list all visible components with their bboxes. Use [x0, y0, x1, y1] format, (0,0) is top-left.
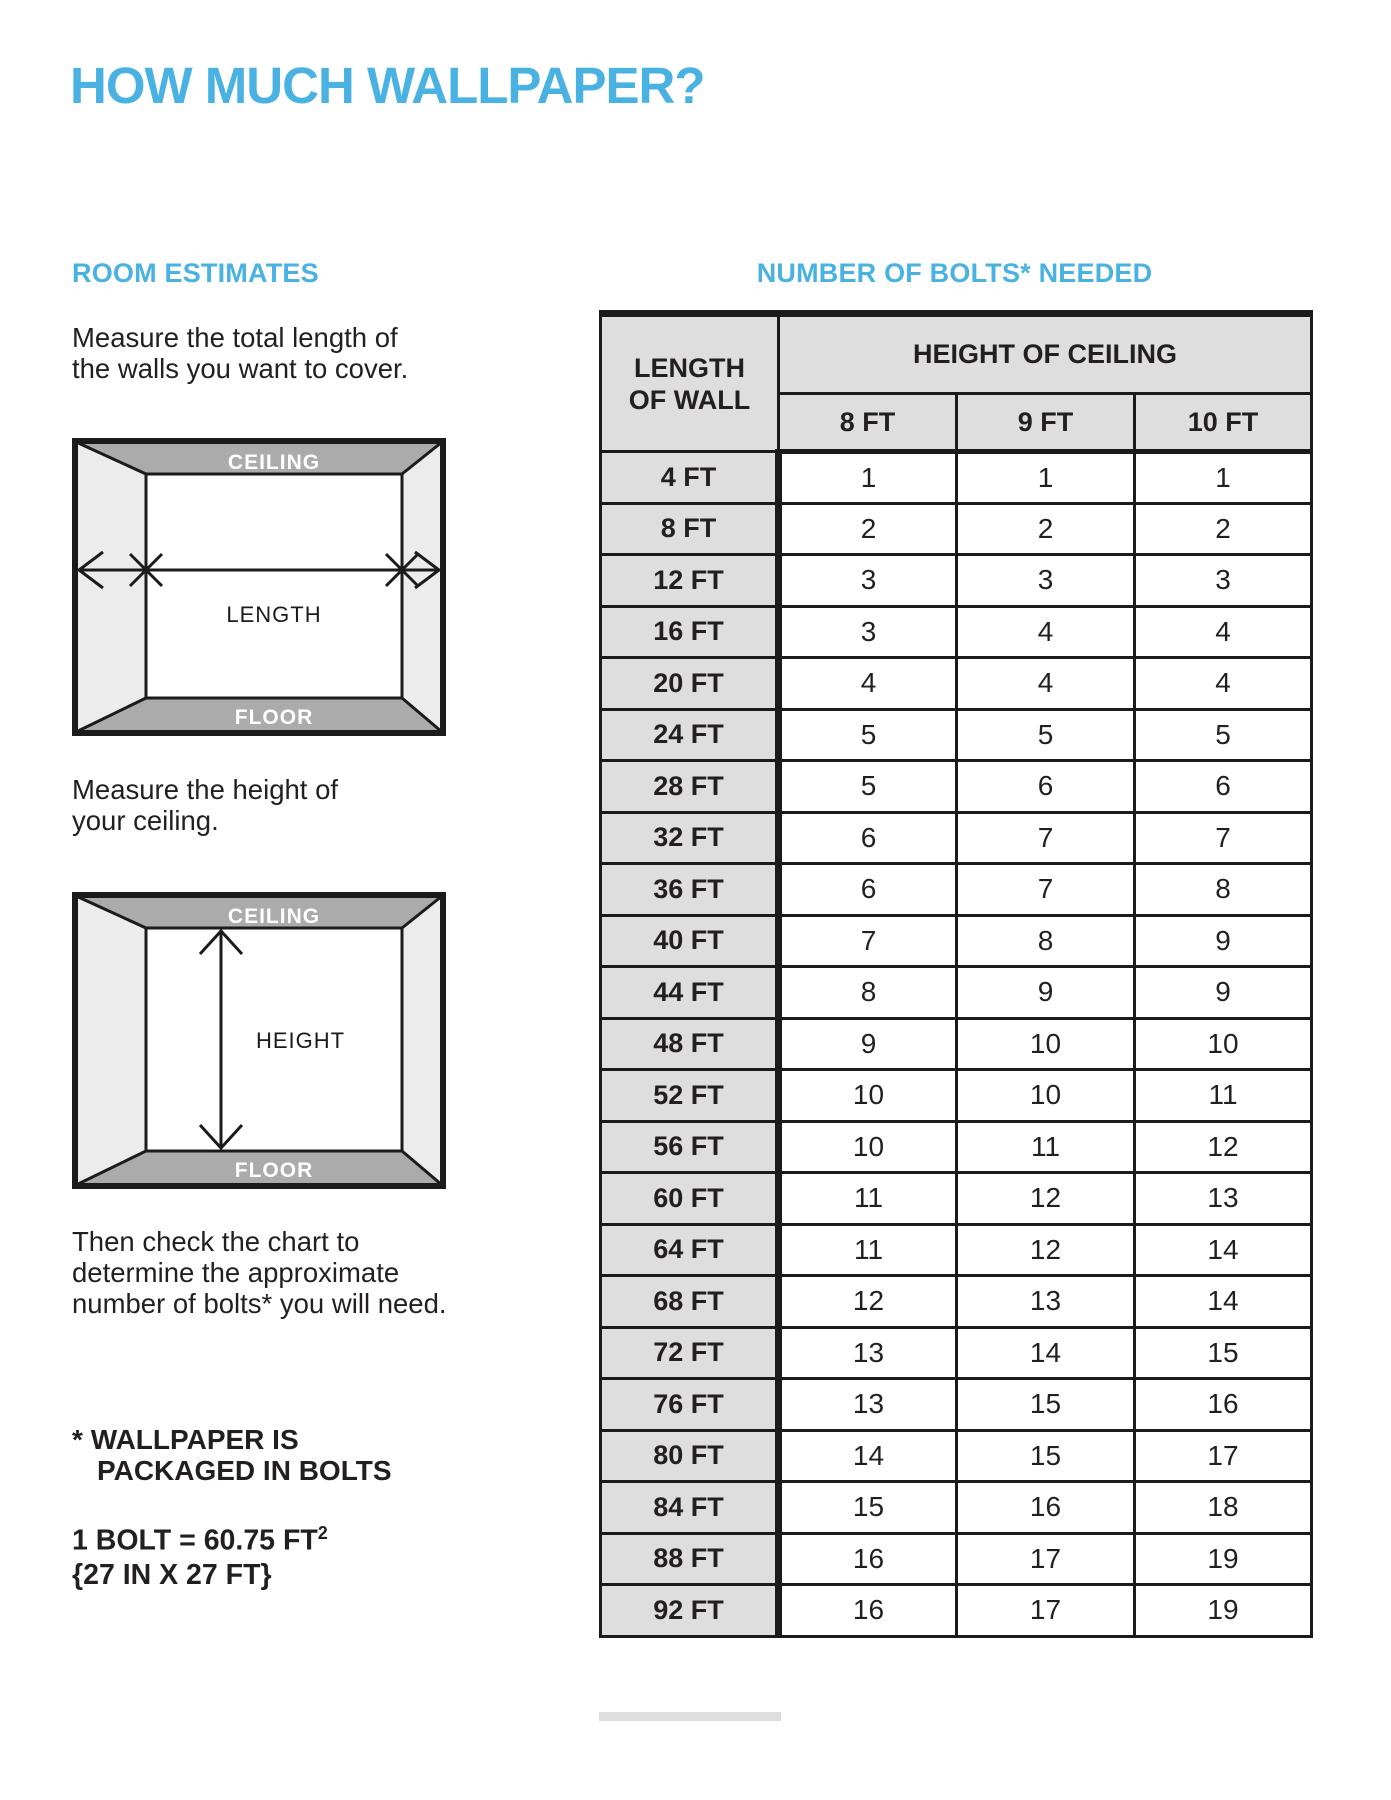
step1-instructions	[72, 322, 408, 384]
table-row	[601, 967, 1312, 1019]
wall-length-cell: 36 FT	[601, 864, 779, 916]
step3-line1: Then check the chart to	[72, 1226, 360, 1257]
bolt-count-cell: 4	[1135, 606, 1312, 658]
right-wall-surface	[402, 896, 442, 1185]
bolts-needed-table	[599, 310, 1313, 1638]
table-row	[601, 1121, 1312, 1173]
bolt-count-cell: 1	[1135, 452, 1312, 504]
step3-line2: determine the approximate	[72, 1257, 400, 1288]
bolt-count-cell: 14	[1135, 1276, 1312, 1328]
wall-length-cell: 8 FT	[601, 503, 779, 555]
bolt-count-cell: 4	[1135, 658, 1312, 710]
table-row	[601, 606, 1312, 658]
bolt-count-cell: 13	[957, 1276, 1135, 1328]
bolt-count-cell: 10	[779, 1121, 957, 1173]
bolt-count-cell: 5	[779, 709, 957, 761]
bolt-count-cell: 10	[1135, 1018, 1312, 1070]
bolt-count-cell: 6	[1135, 761, 1312, 813]
wallpaper-bolts-footnote	[72, 1424, 392, 1486]
bolt-count-cell: 17	[957, 1585, 1135, 1637]
bolt-count-cell: 10	[957, 1018, 1135, 1070]
bolt-count-cell: 8	[957, 915, 1135, 967]
table-row	[601, 1070, 1312, 1122]
wall-length-cell: 28 FT	[601, 761, 779, 813]
bolt-count-cell: 18	[1135, 1482, 1312, 1534]
bolt-count-cell: 15	[779, 1482, 957, 1534]
bolt-definition-line2: {27 IN X 27 FT}	[72, 1558, 272, 1591]
room-height-diagram	[72, 892, 446, 1189]
ceiling-label: CEILING	[227, 451, 321, 474]
bolt-count-cell: 16	[779, 1585, 957, 1637]
bolt-count-cell: 13	[1135, 1173, 1312, 1225]
table-row	[601, 812, 1312, 864]
bolt-count-cell: 14	[779, 1430, 957, 1482]
height-measure-label: HEIGHT	[256, 1028, 346, 1053]
wall-length-cell: 48 FT	[601, 1018, 779, 1070]
bolt-count-cell: 5	[957, 709, 1135, 761]
wall-length-cell: 40 FT	[601, 915, 779, 967]
table-row	[601, 1379, 1312, 1431]
bolt-count-cell: 11	[779, 1224, 957, 1276]
bolt-count-cell: 1	[957, 452, 1135, 504]
bolt-count-cell: 3	[1135, 555, 1312, 607]
bolt-count-cell: 12	[1135, 1121, 1312, 1173]
bolt-count-cell: 5	[1135, 709, 1312, 761]
step2-instructions	[72, 774, 338, 836]
table-row	[601, 1276, 1312, 1328]
bolt-count-cell: 2	[779, 503, 957, 555]
bolt-definition	[72, 1516, 328, 1592]
room-height-diagram-svg	[72, 892, 446, 1189]
wall-length-cell: 20 FT	[601, 658, 779, 710]
room-length-diagram-svg	[72, 438, 446, 736]
table-row	[601, 1430, 1312, 1482]
table-row	[601, 761, 1312, 813]
wall-length-cell: 88 FT	[601, 1533, 779, 1585]
bolt-count-cell: 6	[779, 864, 957, 916]
bolt-count-cell: 8	[779, 967, 957, 1019]
bolt-count-cell: 11	[1135, 1070, 1312, 1122]
wall-length-cell: 12 FT	[601, 555, 779, 607]
table-row	[601, 864, 1312, 916]
bolt-count-cell: 9	[779, 1018, 957, 1070]
squared-superscript: 2	[317, 1523, 328, 1543]
bolt-table-body	[601, 452, 1312, 1637]
ceiling-height-9ft-header: 9 FT	[957, 394, 1135, 452]
right-wall-surface	[402, 442, 442, 732]
step3-instructions	[72, 1226, 447, 1319]
step1-line2: the walls you want to cover.	[72, 353, 409, 384]
bolt-count-cell: 17	[957, 1533, 1135, 1585]
bolt-count-cell: 1	[779, 452, 957, 504]
step2-line1: Measure the height of	[72, 774, 339, 805]
wall-length-cell: 64 FT	[601, 1224, 779, 1276]
wall-length-cell: 60 FT	[601, 1173, 779, 1225]
bolt-count-cell: 17	[1135, 1430, 1312, 1482]
bolt-count-cell: 11	[957, 1121, 1135, 1173]
bolt-count-cell: 16	[957, 1482, 1135, 1534]
table-row	[601, 555, 1312, 607]
bolt-count-cell: 7	[957, 864, 1135, 916]
footnote-line2: PACKAGED IN BOLTS	[97, 1455, 392, 1486]
step2-line2: your ceiling.	[72, 805, 219, 836]
bolt-count-cell: 4	[957, 658, 1135, 710]
bolt-count-cell: 11	[779, 1173, 957, 1225]
bolt-count-cell: 19	[1135, 1585, 1312, 1637]
bolt-count-cell: 10	[957, 1070, 1135, 1122]
length-measure-label: LENGTH	[226, 602, 322, 627]
table-row	[601, 1585, 1312, 1637]
wall-length-cell: 16 FT	[601, 606, 779, 658]
bolt-count-cell: 7	[779, 915, 957, 967]
bolt-count-cell: 16	[1135, 1379, 1312, 1431]
table-header-row-1	[601, 314, 1312, 394]
wall-length-cell: 4 FT	[601, 452, 779, 504]
bolt-count-cell: 6	[957, 761, 1135, 813]
left-wall-surface	[76, 442, 146, 732]
wall-length-cell: 68 FT	[601, 1276, 779, 1328]
back-wall-surface	[146, 474, 402, 698]
bolt-count-cell: 7	[1135, 812, 1312, 864]
bolt-count-cell: 15	[957, 1430, 1135, 1482]
table-row	[601, 1173, 1312, 1225]
floor-label: FLOOR	[234, 706, 314, 729]
wall-length-cell: 24 FT	[601, 709, 779, 761]
step3-line3: number of bolts* you will need.	[72, 1288, 447, 1319]
bolt-count-cell: 7	[957, 812, 1135, 864]
wall-length-cell: 84 FT	[601, 1482, 779, 1534]
table-row	[601, 1482, 1312, 1534]
table-row	[601, 452, 1312, 504]
bolt-count-cell: 9	[1135, 915, 1312, 967]
floor-label: FLOOR	[234, 1159, 314, 1182]
bolt-count-cell: 9	[1135, 967, 1312, 1019]
bolt-count-cell: 2	[1135, 503, 1312, 555]
bolt-table	[599, 310, 1313, 1638]
bolt-count-cell: 13	[779, 1327, 957, 1379]
bolt-count-cell: 5	[779, 761, 957, 813]
bolt-count-cell: 12	[957, 1224, 1135, 1276]
bolt-count-cell: 3	[957, 555, 1135, 607]
bolt-count-cell: 15	[1135, 1327, 1312, 1379]
bolt-count-cell: 12	[779, 1276, 957, 1328]
table-row	[601, 1533, 1312, 1585]
bolt-count-cell: 14	[1135, 1224, 1312, 1276]
bolt-count-cell: 13	[779, 1379, 957, 1431]
bolt-count-cell: 12	[957, 1173, 1135, 1225]
table-row	[601, 1327, 1312, 1379]
height-of-ceiling-header: HEIGHT OF CEILING	[779, 314, 1312, 394]
bolt-count-cell: 4	[957, 606, 1135, 658]
bolt-count-cell: 15	[957, 1379, 1135, 1431]
length-of-wall-header: LENGTH OF WALL	[601, 314, 779, 452]
table-row	[601, 503, 1312, 555]
bolts-needed-heading: NUMBER OF BOLTS* NEEDED	[756, 258, 1153, 288]
bolt-count-cell: 8	[1135, 864, 1312, 916]
bolt-count-cell: 2	[957, 503, 1135, 555]
table-row	[601, 1224, 1312, 1276]
wall-length-cell: 80 FT	[601, 1430, 779, 1482]
bolt-count-cell: 9	[957, 967, 1135, 1019]
wall-length-cell: 92 FT	[601, 1585, 779, 1637]
bolt-count-cell: 19	[1135, 1533, 1312, 1585]
ceiling-height-10ft-header: 10 FT	[1135, 394, 1312, 452]
bolt-count-cell: 4	[779, 658, 957, 710]
room-estimates-heading: ROOM ESTIMATES	[72, 258, 319, 288]
wall-length-cell: 44 FT	[601, 967, 779, 1019]
footnote-asterisk: *	[72, 1424, 83, 1455]
wall-length-cell: 72 FT	[601, 1327, 779, 1379]
page-title: HOW MUCH WALLPAPER?	[70, 57, 705, 114]
table-bottom-shadow	[599, 1712, 781, 1721]
wall-length-cell: 32 FT	[601, 812, 779, 864]
wall-length-cell: 52 FT	[601, 1070, 779, 1122]
table-row	[601, 915, 1312, 967]
wall-length-cell: 56 FT	[601, 1121, 779, 1173]
footnote-line1: * WALLPAPER IS	[72, 1424, 299, 1455]
bolt-definition-line1: 1 BOLT = 60.75 $FT^2$	[72, 1523, 328, 1557]
ceiling-label: CEILING	[227, 905, 321, 928]
bolt-count-cell: 3	[779, 555, 957, 607]
table-row	[601, 709, 1312, 761]
bolt-count-cell: 3	[779, 606, 957, 658]
bolt-count-cell: 16	[779, 1533, 957, 1585]
table-row	[601, 658, 1312, 710]
ceiling-height-8ft-header: 8 FT	[779, 394, 957, 452]
room-length-diagram	[72, 438, 446, 736]
wall-length-cell: 76 FT	[601, 1379, 779, 1431]
bolt-count-cell: 10	[779, 1070, 957, 1122]
step1-line1: Measure the total length of	[72, 322, 398, 353]
bolt-count-cell: 6	[779, 812, 957, 864]
bolt-count-cell: 14	[957, 1327, 1135, 1379]
table-row	[601, 1018, 1312, 1070]
left-wall-surface	[76, 896, 146, 1185]
